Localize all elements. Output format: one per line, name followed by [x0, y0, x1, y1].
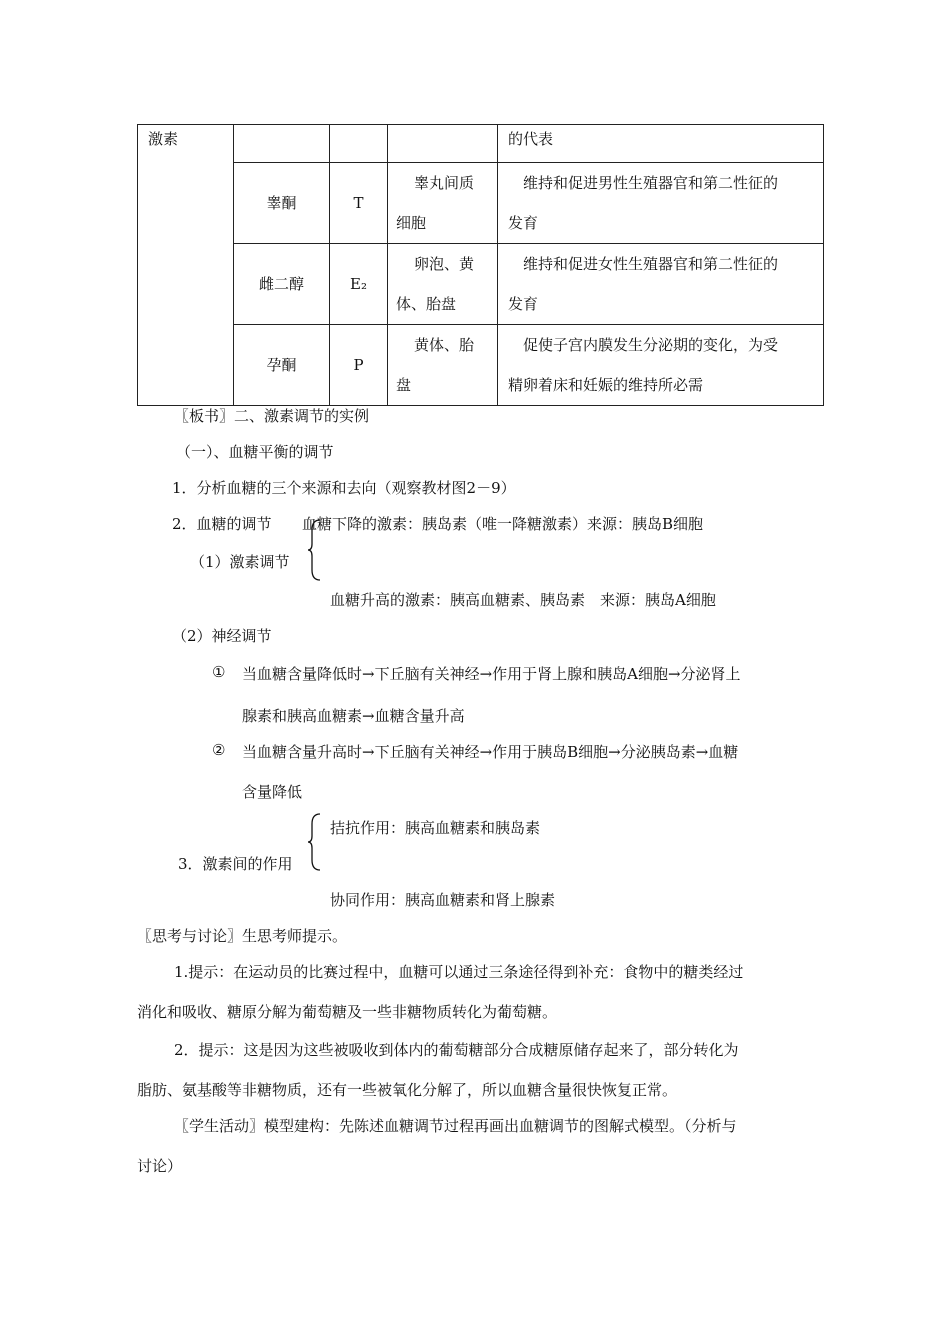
hormone-name: 睾酮 [234, 163, 330, 244]
discussion-p1-line1: 1.提示：在运动员的比赛过程中，血糖可以通过三条途径得到补充：食物中的糖类经过 [174, 963, 744, 981]
synergy: 协同作用：胰高血糖素和肾上腺素 [330, 891, 556, 909]
hormone-abbr: E₂ [330, 244, 388, 325]
hormone-source: 睾丸间质 细胞 [388, 163, 498, 244]
hormone-function: 促使子宫内膜发生分泌期的变化，为受 精卵着床和妊娠的维持所必需 [498, 325, 824, 406]
discussion-title: 〖思考与讨论〗生思考师提示。 [137, 927, 348, 945]
hormone-abbr: T [330, 163, 388, 244]
hormone-name: 雌二醇 [234, 244, 330, 325]
neural-1-mark: ① [212, 663, 226, 681]
hormone-function: 维持和促进女性生殖器官和第二性征的 发育 [498, 244, 824, 325]
discussion-p2-line1: 2．提示：这是因为这些被吸收到体内的葡萄糖部分合成糖原储存起来了，部分转化为 [174, 1041, 739, 1059]
neural-1-line1: 当血糖含量降低时→下丘脑有关神经→作用于肾上腺和胰岛A细胞→分泌肾上 [242, 665, 741, 683]
hormone-name: 孕酮 [234, 325, 330, 406]
neural-2-mark: ② [212, 741, 226, 759]
hormonal-regulation: （1）激素调节 [190, 553, 290, 571]
activity-line2: 讨论） [137, 1157, 183, 1175]
brace-icon [308, 518, 324, 582]
antagonism: 拮抗作用：胰高血糖素和胰岛素 [330, 819, 541, 837]
board-title: 〖板书〗二、激素调节的实例 [174, 407, 370, 425]
item-3: 3．激素间的作用 [178, 855, 293, 873]
neural-1-line2: 腺素和胰高血糖素→血糖含量升高 [242, 707, 465, 725]
table-row [138, 244, 824, 325]
brace-icon [308, 812, 324, 872]
table-row [138, 125, 824, 163]
discussion-p1-line2: 消化和吸收、糖原分解为葡萄糖及一些非糖物质转化为葡萄糖。 [137, 1003, 558, 1021]
hormone-source: 黄体、胎 盘 [388, 325, 498, 406]
raise-hormone: 血糖升高的激素：胰高血糖素、胰岛素 来源：胰岛A细胞 [330, 591, 716, 609]
neural-regulation: （2）神经调节 [172, 627, 272, 645]
activity-line1: 〖学生活动〗模型建构：先陈述血糖调节过程再画出血糖调节的图解式模型。（分析与 [174, 1117, 737, 1135]
table-category: 激素 [148, 130, 179, 148]
item-1: 1．分析血糖的三个来源和去向（观察教材图2－9） [172, 479, 516, 497]
hormone-source: 卵泡、黄 体、胎盘 [388, 244, 498, 325]
neural-2-line2: 含量降低 [242, 783, 303, 801]
table-top-desc: 的代表 [508, 130, 554, 148]
lower-hormone: 血糖下降的激素：胰岛素（唯一降糖激素）来源：胰岛B细胞 [302, 515, 704, 533]
hormone-abbr: P [330, 325, 388, 406]
table-category-cell [138, 125, 234, 406]
discussion-p2-line2: 脂肪、氨基酸等非糖物质，还有一些被氧化分解了，所以血糖含量很快恢复正常。 [137, 1081, 678, 1099]
neural-2-line1: 当血糖含量升高时→下丘脑有关神经→作用于胰岛B细胞→分泌胰岛素→血糖 [242, 743, 739, 761]
hormone-function: 维持和促进男性生殖器官和第二性征的 发育 [498, 163, 824, 244]
table-row [138, 325, 824, 406]
item-2-label: 2．血糖的调节 [172, 515, 272, 533]
hormone-table [137, 124, 824, 406]
section-heading: （一）、血糖平衡的调节 [176, 443, 334, 461]
table-row [138, 163, 824, 244]
